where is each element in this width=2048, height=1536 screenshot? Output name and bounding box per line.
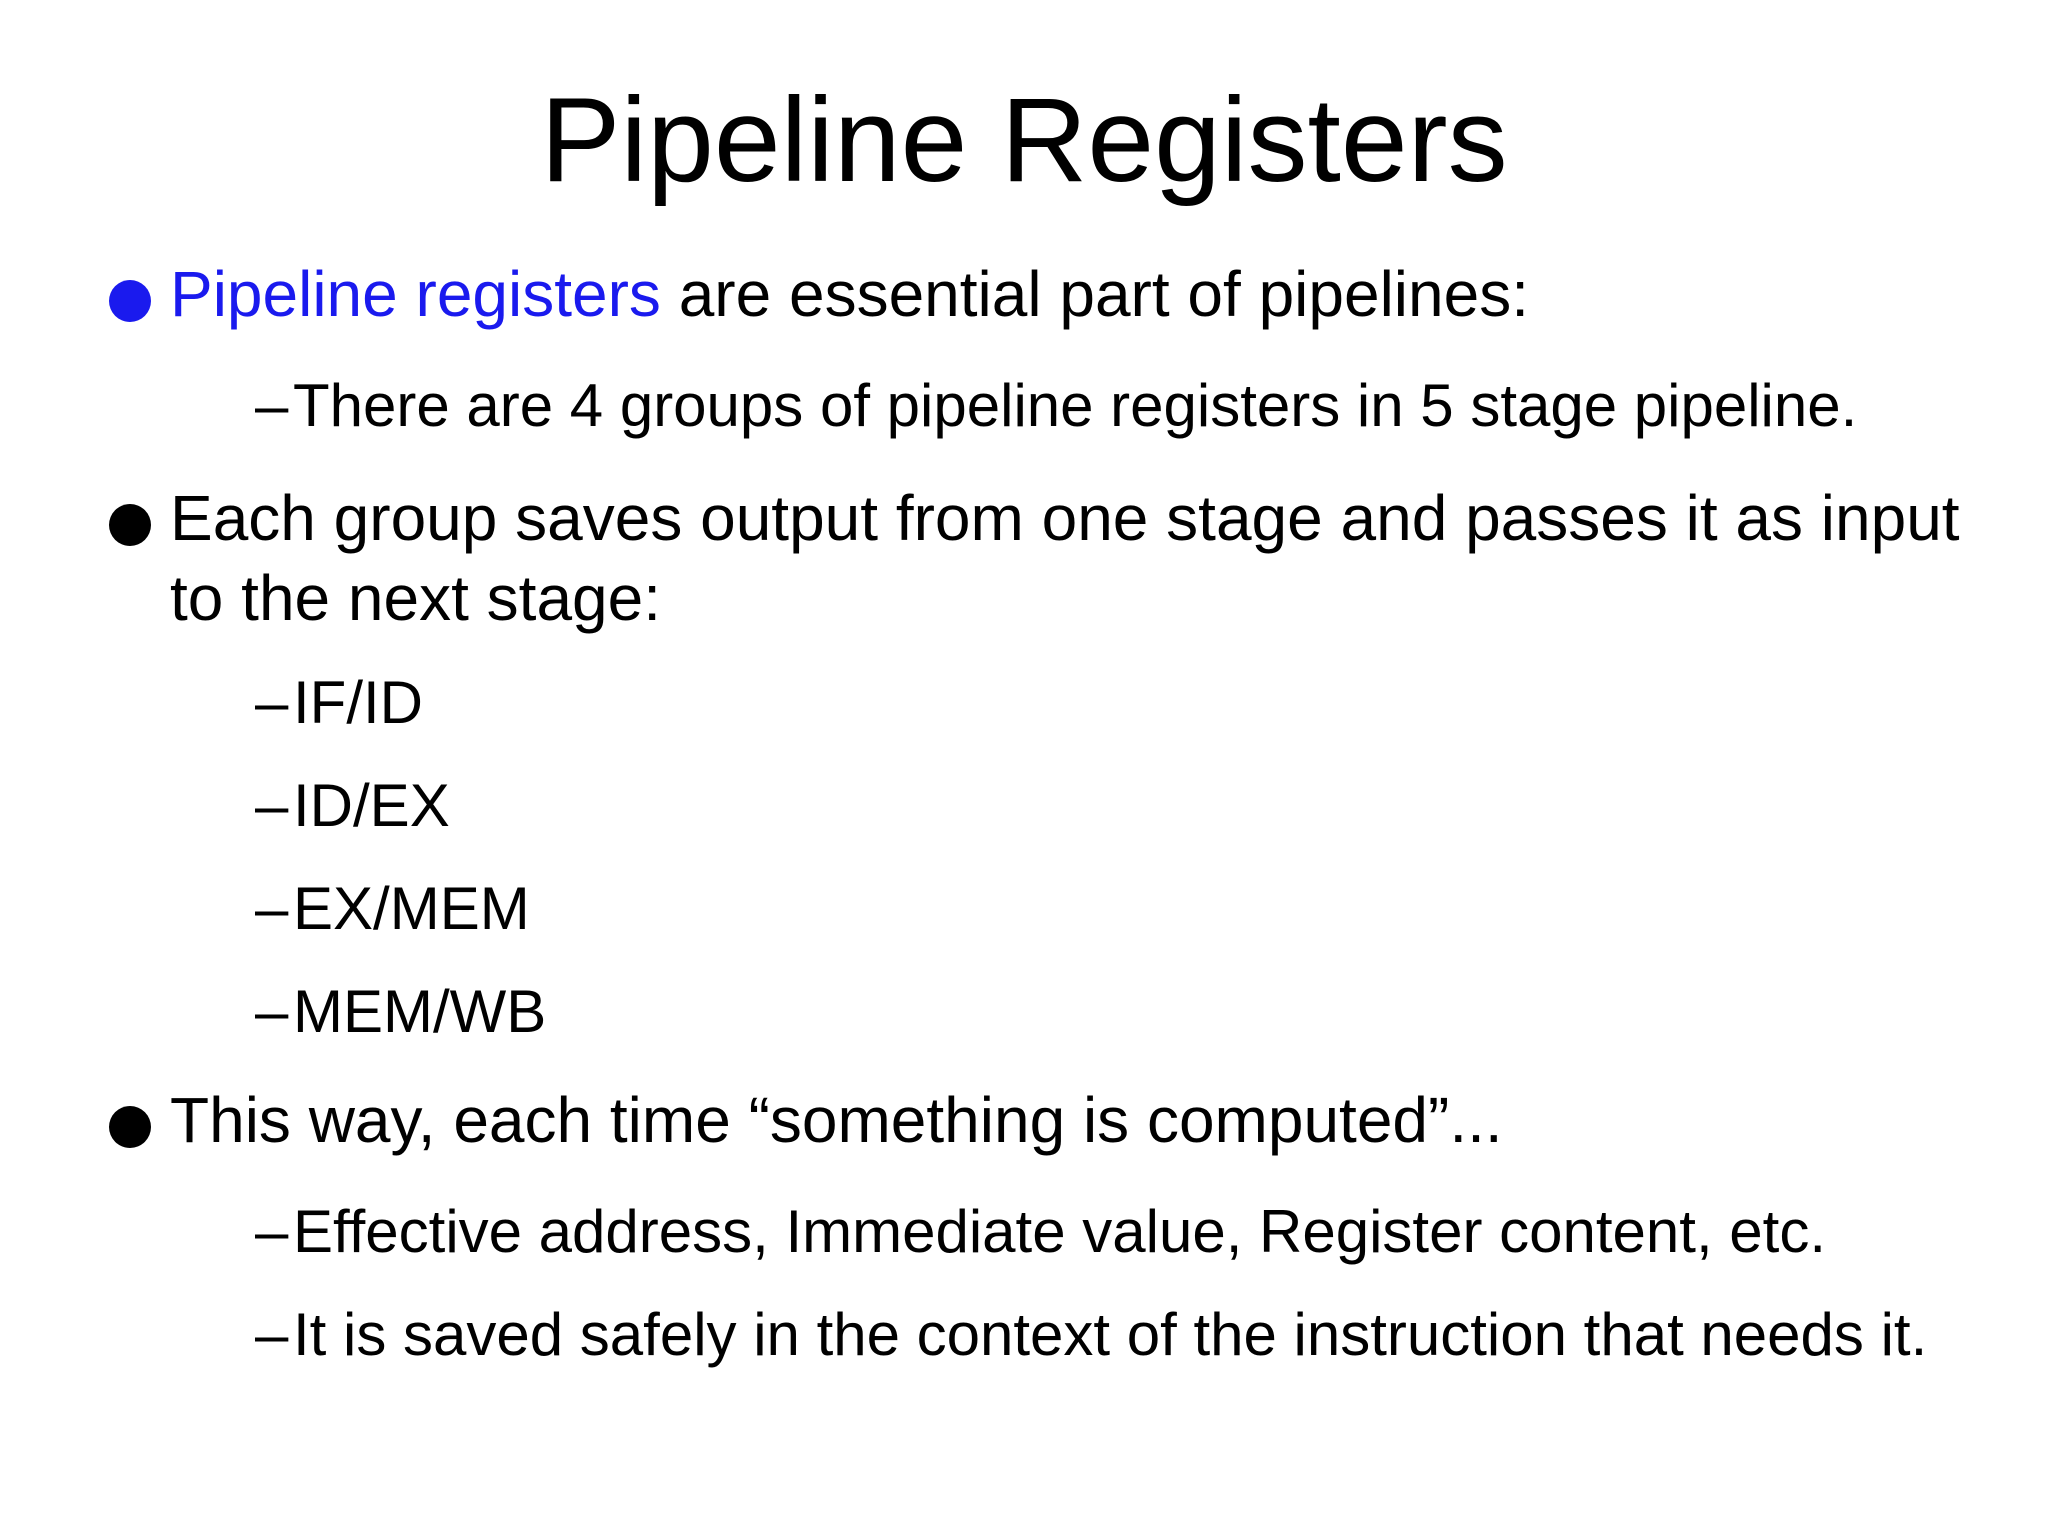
stage-item-id-ex — [255, 768, 2015, 843]
dash-icon: – — [255, 978, 289, 1045]
sub-item-examples — [255, 1194, 2015, 1269]
bullet-dot-icon — [109, 1106, 151, 1148]
stage-item-if-id — [255, 665, 2015, 740]
slide-title: Pipeline Registers — [540, 73, 1508, 207]
stage-item-ex-mem — [255, 871, 2015, 946]
stage-label: IF/ID — [293, 669, 423, 736]
bullet-item-1 — [105, 254, 2005, 334]
bullet-text-rest: are essential part of pipelines: — [660, 258, 1529, 330]
bullet-text: Each group saves output from one stage and passes it as input to the next stage: — [170, 482, 1960, 634]
sub-item-text: Effective address, Immediate value, Register content, etc. — [293, 1198, 1826, 1265]
dash-icon: – — [255, 669, 289, 736]
dash-icon: – — [255, 372, 289, 439]
bullet-text — [170, 254, 2010, 334]
bullet-item-3 — [105, 1080, 2005, 1160]
dash-icon: – — [255, 875, 289, 942]
bullet-dot-icon — [109, 504, 151, 546]
dash-icon: – — [255, 772, 289, 839]
stage-label: EX/MEM — [293, 875, 530, 942]
stage-label: ID/EX — [293, 772, 450, 839]
sub-item-text: It is saved safely in the context of the instruction that needs it. — [293, 1301, 1928, 1368]
dash-icon: – — [255, 1198, 289, 1265]
bullet-dot-icon — [109, 280, 151, 322]
stage-label: MEM/WB — [293, 978, 547, 1045]
highlight-term: Pipeline registers — [170, 258, 661, 330]
stage-item-mem-wb — [255, 974, 2015, 1049]
sub-item-groups — [255, 368, 2015, 443]
sub-item-saved — [255, 1297, 2015, 1372]
dash-icon: – — [255, 1301, 289, 1368]
bullet-item-2 — [105, 478, 2005, 638]
bullet-text: This way, each time “something is computed”... — [170, 1084, 1503, 1156]
sub-item-text: There are 4 groups of pipeline registers in 5 stage pipeline. — [293, 372, 1858, 439]
